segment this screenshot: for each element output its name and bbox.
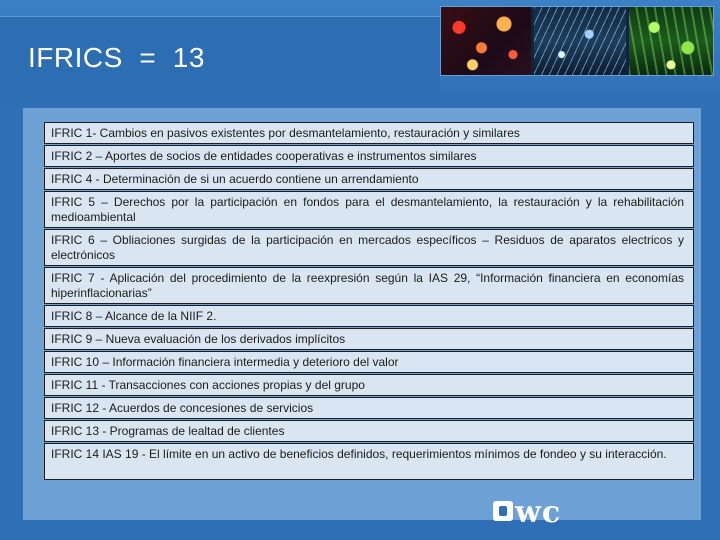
header-photo-network [534,7,626,75]
slide-title: IFRICS = 13 [28,42,205,73]
table-row: IFRIC 14 IAS 19 - El límite en un activo de beneficios definidos, requerimientos mínimos de fondeo y su interacción. [44,443,694,480]
table-row: IFRIC 6 – Obliaciones surgidas de la participación en mercados específicos – Residuos de aparatos electricos y electrónicos [44,229,694,266]
logo-mark-icon [493,501,513,521]
ifric-table [44,122,694,481]
table-row: IFRIC 11 - Transacciones con acciones propias y del grupo [44,374,694,396]
table-row: IFRIC 5 – Derechos por la participación en fondos para el desmantelamiento, la restauración y la rehabilitación medioambiental [44,191,694,228]
table-row: IFRIC 13 - Programas de lealtad de clientes [44,420,694,442]
logo-text: wc [515,495,562,530]
table-row: IFRIC 12 - Acuerdos de concesiones de servicios [44,397,694,419]
table-row: IFRIC 9 – Nueva evaluación de los derivados implícitos [44,328,694,350]
table-row: IFRIC 10 – Información financiera intermedia y deterioro del valor [44,351,694,373]
table-row: IFRIC 4 - Determinación de si un acuerdo contiene un arrendamiento [44,168,694,190]
header-photo-green [629,7,713,75]
table-row: IFRIC 8 – Alcance de la NIIF 2. [44,305,694,327]
pwc-logo [493,493,573,533]
table-row: IFRIC 7 - Aplicación del procedimiento de la reexpresión según la IAS 29, “Información financiera en economías hiperinflacionarias” [44,267,694,304]
header-photo-strip [440,6,714,76]
header-photo-lights [441,7,531,75]
table-row: IFRIC 2 – Aportes de socios de entidades cooperativas e instrumentos similares [44,145,694,167]
table-row: IFRIC 1- Cambios en pasivos existentes por desmantelamiento, restauración y similares [44,122,694,144]
